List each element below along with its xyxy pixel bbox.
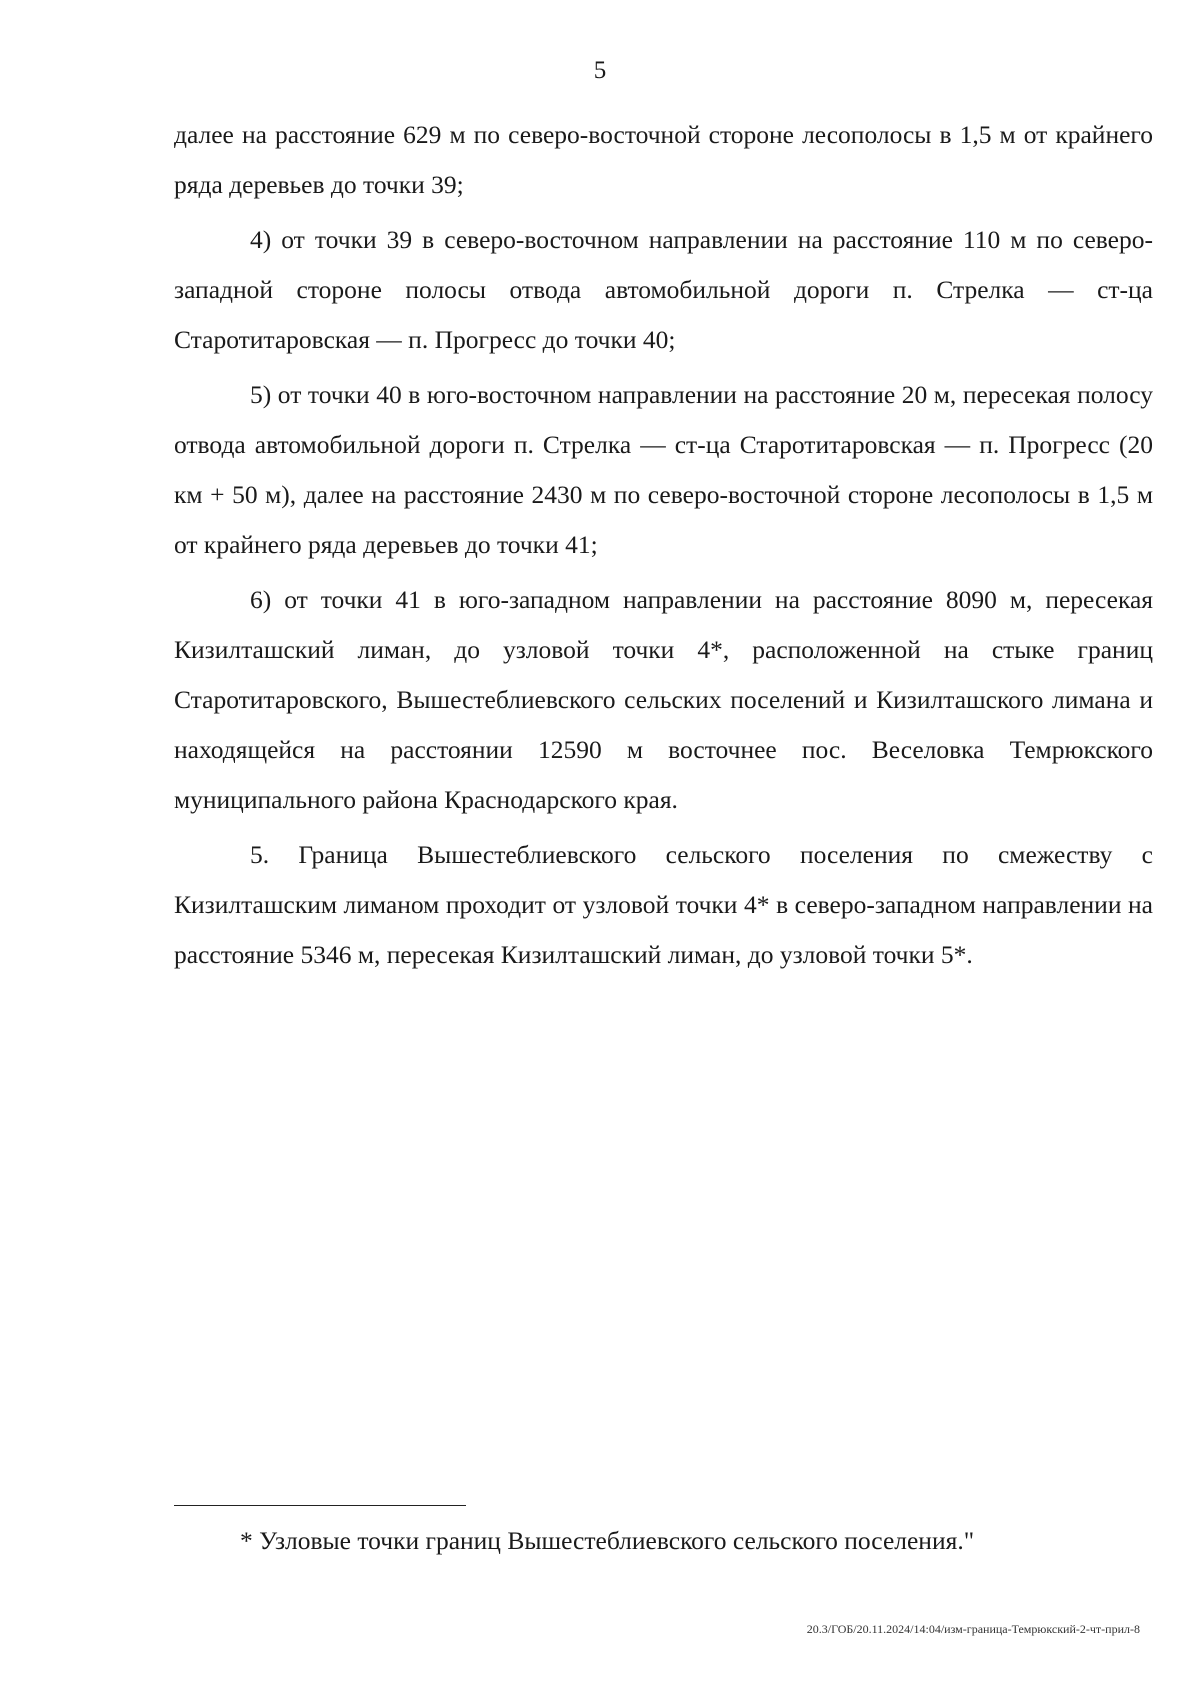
document-body: [174, 110, 1153, 985]
document-code: 20.3/ГОБ/20.11.2024/14:04/изм-граница-Темрюкский-2-чт-прил-8: [806, 1622, 1140, 1636]
paragraph-item-6: 6) от точки 41 в юго-западном направлении на расстояние 8090 м, пересекая Кизилташский лиман, до узловой точки 4*, расположенной на стыке границ Старотитаровского, Вышестеблиевского сельских поселений и Кизилташского лимана и находящейся на расстоянии 12590 м восточнее пос. Веселовка Темрюкского муниципального района Краснодарского края.: [174, 585, 1153, 814]
paragraph-continuation: далее на расстояние 629 м по северо-восточной стороне лесополосы в 1,5 м от крайнего ряда деревьев до точки 39;: [174, 120, 1153, 199]
paragraph-item-4: 4) от точки 39 в северо-восточном направлении на расстояние 110 м по северо-западной стороне полосы отвода автомобильной дороги п. Стрелка — ст-ца Старотитаровская — п. Прогресс до точки 40;: [174, 225, 1153, 354]
footnote-text: * Узловые точки границ Вышестеблиевского сельского поселения.": [240, 1526, 975, 1555]
page-number: 5: [593, 57, 607, 84]
paragraph-item-5: 5) от точки 40 в юго-восточном направлении на расстояние 20 м, пересекая полосу отвода автомобильной дороги п. Стрелка — ст-ца Старотитаровская — п. Прогресс (20 км + 50 м), далее на расстояние 2430 м по северо-восточной стороне лесополосы в 1,5 м от крайнего ряда деревьев до точки 41;: [174, 380, 1153, 559]
footnote-divider: [174, 1505, 466, 1506]
paragraph-section-5: 5. Граница Вышестеблиевского сельского поселения по смежеству с Кизилташским лиманом проходит от узловой точки 4* в северо-западном направлении на расстояние 5346 м, пересекая Кизилташский лиман, до узловой точки 5*.: [174, 840, 1153, 969]
